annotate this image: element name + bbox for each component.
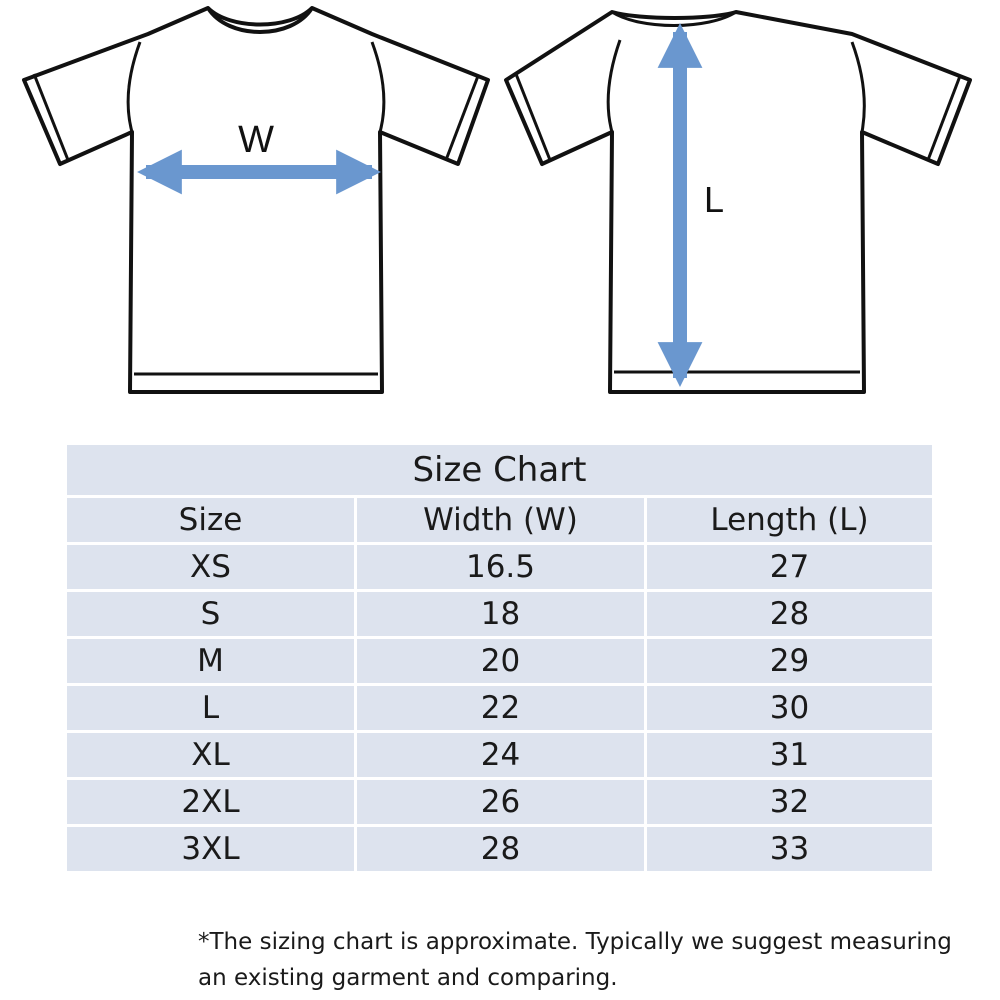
table-header-row [66, 497, 934, 544]
table-row [66, 685, 934, 732]
table-row [66, 638, 934, 685]
size-cell: L [66, 685, 356, 732]
width-cell: 26 [356, 779, 646, 826]
size-cell: M [66, 638, 356, 685]
tshirt-front [24, 8, 488, 392]
width-cell: 16.5 [356, 544, 646, 591]
width-label: W [238, 119, 274, 161]
size-cell: 3XL [66, 826, 356, 873]
size-chart-table [64, 442, 935, 874]
table-row [66, 826, 934, 873]
table-row [66, 732, 934, 779]
length-cell: 27 [646, 544, 934, 591]
table-row [66, 779, 934, 826]
size-cell: XL [66, 732, 356, 779]
width-cell: 24 [356, 732, 646, 779]
length-cell: 32 [646, 779, 934, 826]
table-row [66, 544, 934, 591]
table-title: Size Chart [66, 444, 934, 497]
sizing-footnote: *The sizing chart is approximate. Typically we suggest measuring an existing garment and comparing. [198, 929, 952, 991]
table-row [66, 591, 934, 638]
length-label: L [703, 179, 725, 220]
column-header-length: Length (L) [646, 497, 934, 544]
size-cell: S [66, 591, 356, 638]
length-cell: 33 [646, 826, 934, 873]
width-cell: 20 [356, 638, 646, 685]
length-cell: 28 [646, 591, 934, 638]
table-title-row [66, 444, 934, 497]
width-cell: 28 [356, 826, 646, 873]
tshirt-back [506, 12, 970, 392]
length-cell: 30 [646, 685, 934, 732]
size-cell: 2XL [66, 779, 356, 826]
width-cell: 18 [356, 591, 646, 638]
column-header-size: Size [66, 497, 356, 544]
length-cell: 31 [646, 732, 934, 779]
column-header-width: Width (W) [356, 497, 646, 544]
tshirt-measurement-diagram [0, 0, 1000, 420]
length-cell: 29 [646, 638, 934, 685]
size-cell: XS [66, 544, 356, 591]
width-cell: 22 [356, 685, 646, 732]
